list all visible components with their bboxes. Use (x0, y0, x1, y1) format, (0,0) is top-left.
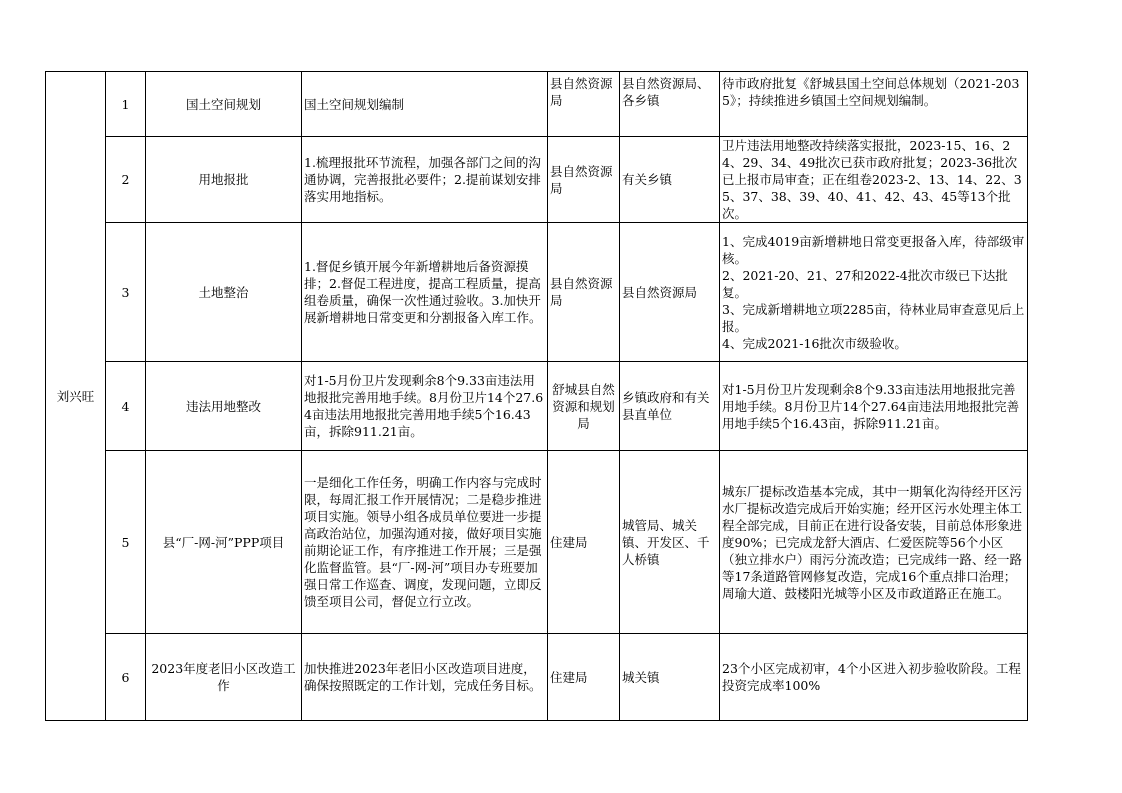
task-name: 用地报批 (146, 137, 302, 223)
task-measures: 国土空间规划编制 (302, 72, 548, 137)
lead-unit: 舒城县自然资源和规划局 (548, 362, 620, 451)
task-name: 国土空间规划 (146, 72, 302, 137)
progress-item: 4、完成2021-16批次市级验收。 (722, 335, 907, 351)
cooperating-units: 城管局、城关镇、开发区、千人桥镇 (620, 451, 720, 634)
table-row (46, 451, 1028, 634)
lead-unit: 住建局 (548, 634, 620, 721)
row-number: 4 (106, 362, 146, 451)
task-name: 县“厂-网-河”PPP项目 (146, 451, 302, 634)
progress-item: 1、完成4019亩新增耕地日常变更报备入库，待部级审核。 (722, 233, 1025, 266)
table-row (46, 223, 1028, 362)
table-row (46, 72, 1028, 137)
table-row (46, 137, 1028, 223)
table-row (46, 634, 1028, 721)
work-table (45, 71, 1028, 721)
task-name: 2023年度老旧小区改造工作 (146, 634, 302, 721)
task-measures: 对1-5月份卫片发现剩余8个9.33亩违法用地报批完善用地手续。8月份卫片14个27.64亩违法用地报批完善用地手续5个16.43亩，拆除911.21亩。 (302, 362, 548, 451)
row-number: 3 (106, 223, 146, 362)
task-name: 违法用地整改 (146, 362, 302, 451)
cooperating-units: 有关乡镇 (620, 137, 720, 223)
progress-list (720, 223, 1028, 362)
progress-text: 卫片违法用地整改持续落实报批，2023-15、16、24、29、34、49批次已获市政府批复；2023-36批次已上报市局审查；正在组卷2023-2、13、14、22、35、37、38、39、40、41、42、43、45等13个批次。 (720, 137, 1028, 223)
cooperating-units: 城关镇 (620, 634, 720, 721)
task-measures: 加快推进2023年老旧小区改造项目进度，确保按照既定的工作计划，完成任务目标。 (302, 634, 548, 721)
row-number: 5 (106, 451, 146, 634)
table-row (46, 362, 1028, 451)
task-measures: 1.梳理报批环节流程，加强各部门之间的沟通协调，完善报批必要件；2.提前谋划安排落实用地指标。 (302, 137, 548, 223)
cooperating-units: 县自然资源局 (620, 223, 720, 362)
cooperating-units: 县自然资源局、各乡镇 (620, 72, 720, 137)
lead-unit: 县自然资源局 (548, 72, 620, 137)
lead-unit: 住建局 (548, 451, 620, 634)
task-name: 土地整治 (146, 223, 302, 362)
progress-text: 待市政府批复《舒城县国土空间总体规划（2021-2035》；持续推进乡镇国土空间规划编制。 (720, 72, 1028, 137)
row-number: 2 (106, 137, 146, 223)
progress-item: 3、完成新增耕地立项2285亩，待林业局审查意见后上报。 (722, 301, 1025, 334)
progress-text: 对1-5月份卫片发现剩余8个9.33亩违法用地报批完善用地手续。8月份卫片14个27.64亩违法用地报批完善用地手续5个16.43亩，拆除911.21亩。 (720, 362, 1028, 451)
cooperating-units: 乡镇政府和有关县直单位 (620, 362, 720, 451)
task-measures: 1.督促乡镇开展今年新增耕地后备资源摸排；2.督促工程进度，提高工程质量，提高组卷质量，确保一次性通过验收。3.加快开展新增耕地日常变更和分割报备入库工作。 (302, 223, 548, 362)
row-number: 6 (106, 634, 146, 721)
responsible-person: 刘兴旺 (46, 72, 106, 721)
lead-unit: 县自然资源局 (548, 223, 620, 362)
progress-text: 城东厂提标改造基本完成，其中一期氧化沟待经开区污水厂提标改造完成后开始实施；经开区污水处理主体工程全部完成，目前正在进行设备安装，目前总体形象进度90%；已完成龙舒大酒店、仁爱医院等56个小区（独立排水户）雨污分流改造；已完成纬一路、经一路等17条道路管网修复改造，完成16个重点排口治理；周瑜大道、鼓楼阳光城等小区及市政道路正在施工。 (720, 451, 1028, 634)
progress-item: 2、2021-20、21、27和2022-4批次市级已下达批复。 (722, 267, 1008, 300)
row-number: 1 (106, 72, 146, 137)
progress-text: 23个小区完成初审，4个小区进入初步验收阶段。工程投资完成率100% (720, 634, 1028, 721)
lead-unit: 县自然资源局 (548, 137, 620, 223)
task-measures: 一是细化工作任务，明确工作内容与完成时限，每周汇报工作开展情况；二是稳步推进项目实施。领导小组各成员单位要进一步提高政治站位，加强沟通对接，做好项目实施前期论证工作，有序推进工作开展；三是强化监督监管。县“厂-网-河”项目办专班要加强日常工作巡查、调度，发现问题，立即反馈至项目公司，督促立行立改。 (302, 451, 548, 634)
